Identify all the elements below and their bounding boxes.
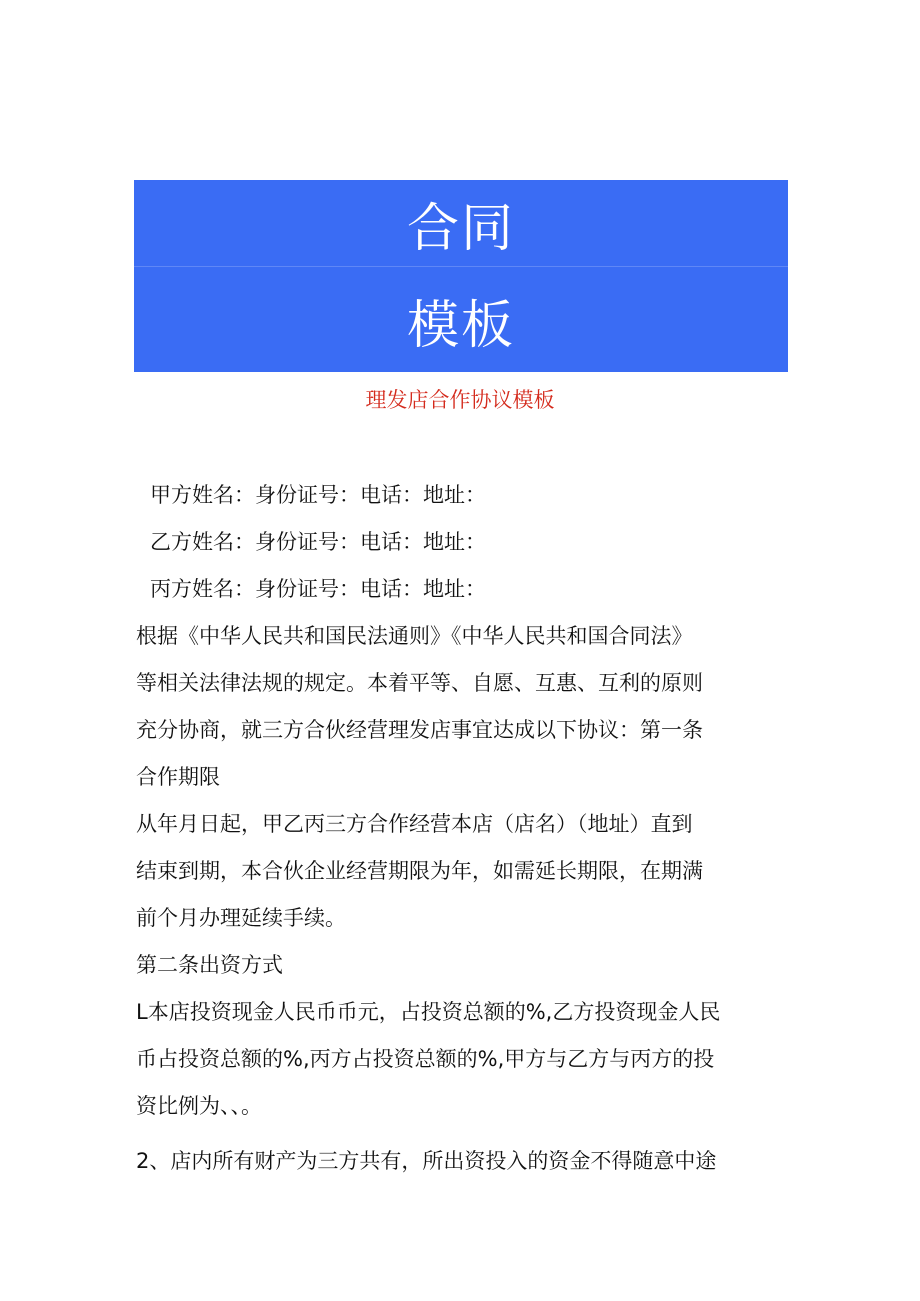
body-line: 币占投资总额的%,丙方占投资总额的%,甲方与乙方与丙方的投 [136,1047,715,1071]
banner-title-line-2: 模板 [134,266,788,373]
body-line: 从年月日起，甲乙丙三方合作经营本店（店名）（地址）直到 [136,812,693,836]
body-line: 前个月办理延续手续。 [136,906,346,930]
body-line: 根据《中华人民共和国民法通则》《中华人民共和国合同法》 [136,624,693,648]
body-line: L本店投资现金人民币币元，占投资总额的%,乙方投资现金人民 [136,1000,721,1024]
body-line: 资比例为、、。 [136,1094,262,1118]
spacer [136,1130,796,1138]
body-line: 合作期限 [136,765,220,789]
title-banner [134,180,788,372]
body-line: 结束到期，本合伙企业经营期限为年，如需延长期限，在期满 [136,859,703,883]
banner-title-line-1: 合同 [406,198,515,259]
party-c-info: 丙方姓名：身份证号：电话：地址： [150,577,486,601]
party-b-info: 乙方姓名：身份证号：电话：地址： [150,530,486,554]
section-heading: 第二条出资方式 [136,953,283,977]
body-line: 充分协商，就三方合伙经营理发店事宜达成以下协议：第一条 [136,718,703,742]
party-a-info: 甲方姓名：身份证号：电话：地址： [150,483,486,507]
document-body [136,472,796,1185]
document-subtitle: 理发店合作协议模板 [365,388,555,412]
body-line: 2、店内所有财产为三方共有，所出资投入的资金不得随意中途 [136,1149,717,1173]
body-line: 等相关法律法规的规定。本着平等、自愿、互惠、互利的原则 [136,671,703,695]
